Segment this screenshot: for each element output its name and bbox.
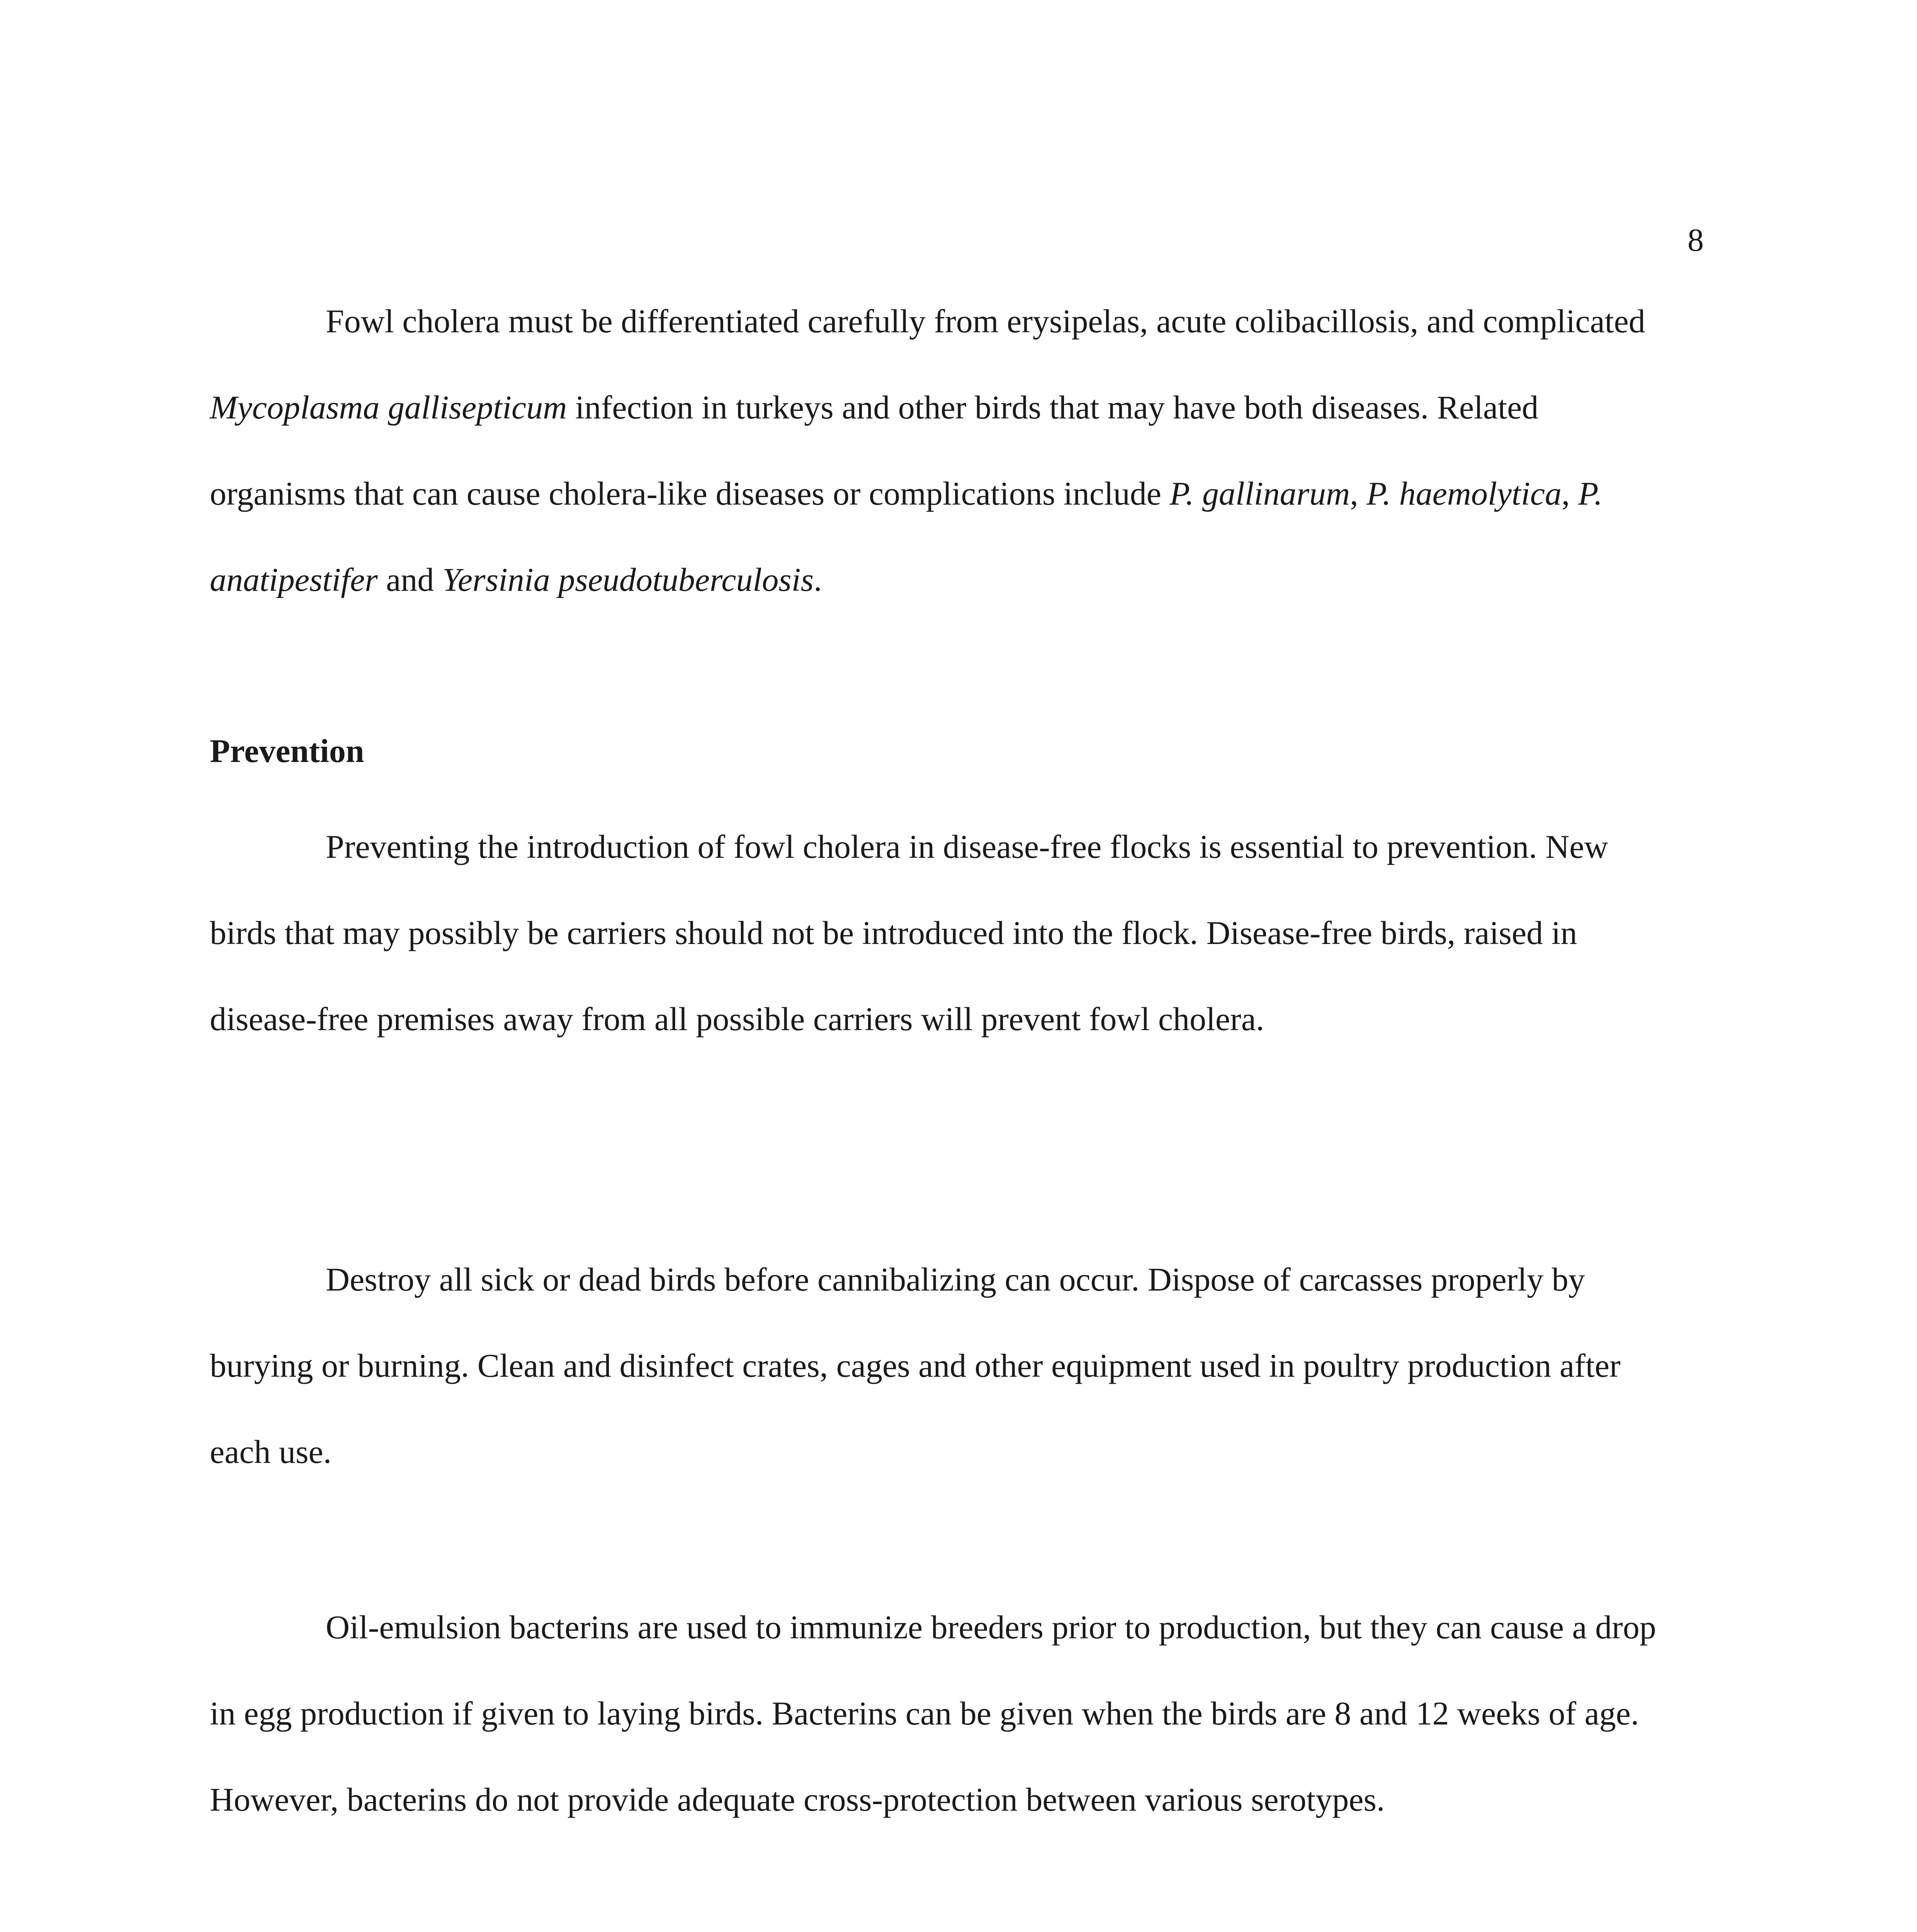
paragraph-sanitation	[210, 1236, 1682, 1495]
section-heading-wrapper	[210, 734, 1682, 767]
section-heading-prevention: Prevention	[210, 732, 364, 769]
paragraph-bacterins	[210, 1584, 1682, 1843]
italic-term: P. anatipestifer	[210, 475, 1603, 598]
paragraph-text: Destroy all sick or dead birds before cannibalizing can occur. Dispose of carcasses properly by burying or burning. Clean and disinfect crates, cages and other equipment used in poultry production after each use.	[210, 1261, 1621, 1470]
paragraph-differential-diagnosis	[210, 278, 1682, 623]
paragraph-text: Preventing the introduction of fowl cholera in disease-free flocks is essential to prevention. New birds that may possibly be carriers should not be introduced into the flock. Disease-free birds, raised in disease-free premises away from all possible carriers will prevent fowl cholera.	[210, 828, 1608, 1037]
paragraph-text: Fowl cholera must be differentiated carefully from erysipelas, acute colibacillosis, and complicated Mycoplasma gallisepticum infection in turkeys and other birds that may have both diseases. Related organisms that can cause cholera-like diseases or complications include P. gallinarum, P. haemolytica, P. anatipestifer and Yersinia pseudotuberculosis.	[210, 303, 1645, 598]
italic-term: Mycoplasma gallisepticum	[210, 389, 567, 426]
italic-term: P. gallinarum	[1169, 475, 1350, 512]
page-number: 8	[1688, 222, 1704, 258]
italic-term: Yersinia pseudotuberculosis	[442, 561, 814, 598]
paragraph-text: Oil-emulsion bacterins are used to immunize breeders prior to production, but they can cause a drop in egg production if given to laying birds. Bacterins can be given when the birds are 8 and 12 weeks of age. However, bacterins do not provide adequate cross-protection between various serotypes.	[210, 1609, 1656, 1818]
italic-term: P. haemolytica	[1366, 475, 1562, 512]
paragraph-introduction-prevention	[210, 804, 1682, 1062]
